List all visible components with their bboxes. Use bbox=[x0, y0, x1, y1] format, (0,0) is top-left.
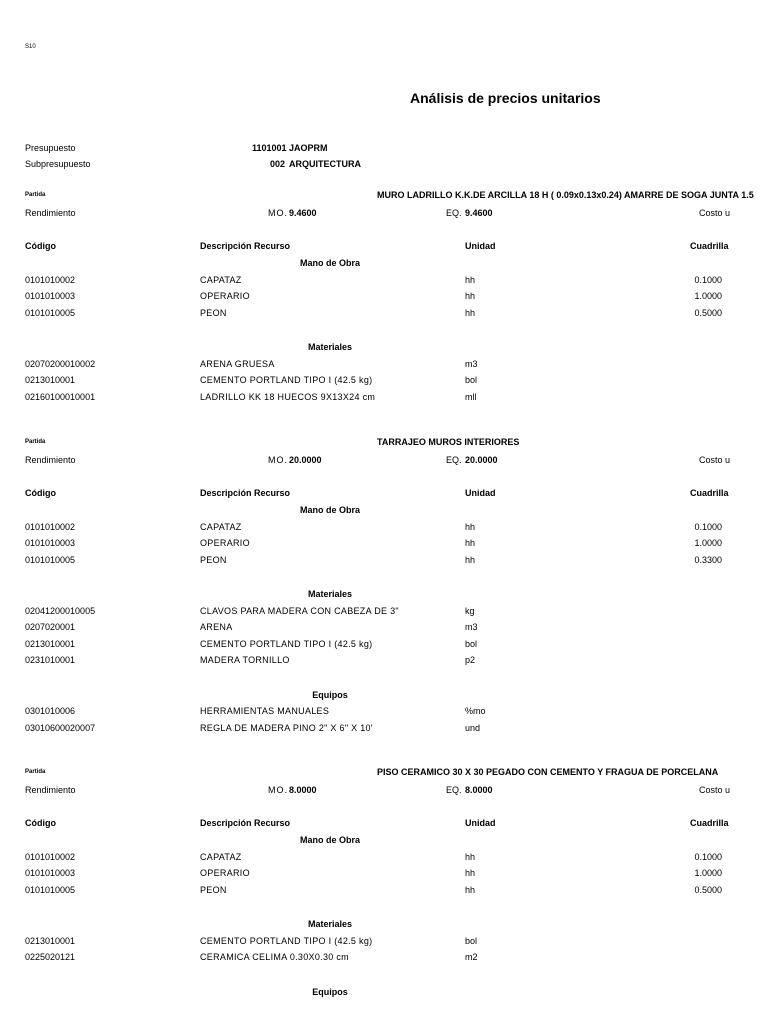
eq-value: 9.4600 bbox=[465, 208, 493, 218]
resource-unit: mll bbox=[465, 391, 477, 402]
group-title: Mano de Obra bbox=[299, 505, 360, 515]
resource-unit: p2 bbox=[465, 655, 476, 665]
resource-code: 0213010001 bbox=[25, 935, 76, 946]
resource-unit: %mo bbox=[465, 706, 486, 716]
presupuesto-label: Presupuesto bbox=[25, 143, 76, 153]
subpresupuesto-name: ARQUITECTURA bbox=[289, 159, 361, 169]
rendimiento-label: Rendimiento bbox=[25, 455, 76, 465]
resource-description: ARENA GRUESA bbox=[200, 358, 275, 369]
resource-code: 0101010003 bbox=[25, 868, 76, 878]
resource-unit: hh bbox=[465, 291, 476, 301]
resource-unit: und bbox=[465, 722, 481, 733]
resource-unit: bol bbox=[465, 638, 478, 649]
resource-code: 0101010002 bbox=[25, 851, 76, 862]
col-codigo: Código bbox=[25, 488, 56, 498]
costo-label: Costo u bbox=[699, 455, 731, 465]
group-title: Mano de Obra bbox=[299, 258, 360, 268]
resource-cuadrilla: 0.1000 bbox=[694, 274, 722, 285]
col-unidad: Unidad bbox=[465, 241, 496, 251]
group-title: Equipos bbox=[312, 986, 348, 997]
resource-description: CAPATAZ bbox=[200, 521, 242, 532]
mo-value: 9.4600 bbox=[289, 208, 317, 218]
resource-code: 0301010006 bbox=[25, 706, 76, 716]
col-descripcion: Descripción Recurso bbox=[200, 488, 291, 498]
resource-code: 0101010005 bbox=[25, 307, 76, 318]
eq-value: 8.0000 bbox=[465, 785, 493, 795]
partida-name: PISO CERAMICO 30 X 30 PEGADO CON CEMENTO Y FRAGUA DE PORCELANA bbox=[377, 767, 719, 777]
eq-label: EQ. bbox=[446, 785, 462, 795]
resource-description: OPERARIO bbox=[200, 538, 250, 548]
presupuesto-code: 1101001 bbox=[252, 143, 287, 153]
subpresupuesto-label: Subpresupuesto bbox=[25, 159, 91, 169]
resource-cuadrilla: 1.0000 bbox=[694, 291, 722, 301]
resource-description: CERAMICA CELIMA 0.30X0.30 cm bbox=[200, 952, 349, 962]
resource-unit: hh bbox=[465, 851, 476, 862]
col-codigo: Código bbox=[25, 818, 56, 828]
resource-code: 0101010003 bbox=[25, 291, 76, 301]
mo-value: 20.0000 bbox=[289, 455, 322, 465]
col-cuadrilla: Cuadrilla bbox=[690, 818, 729, 828]
resource-code: 0213010001 bbox=[25, 375, 76, 385]
resource-unit: m3 bbox=[465, 358, 478, 369]
partida-label: Partida bbox=[25, 439, 46, 445]
resource-code: 0101010002 bbox=[25, 521, 76, 532]
resource-description: LADRILLO KK 18 HUECOS 9X13X24 cm bbox=[200, 391, 376, 402]
resource-unit: m2 bbox=[465, 952, 478, 962]
resource-description: CEMENTO PORTLAND TIPO I (42.5 kg) bbox=[200, 638, 373, 649]
resource-code: 0207020001 bbox=[25, 622, 76, 632]
rendimiento-label: Rendimiento bbox=[25, 785, 76, 795]
col-descripcion: Descripción Recurso bbox=[200, 818, 291, 828]
costo-label: Costo u bbox=[699, 785, 731, 795]
resource-code: 0101010003 bbox=[25, 538, 76, 548]
col-codigo: Código bbox=[25, 241, 56, 251]
group-title: Materiales bbox=[307, 589, 353, 599]
resource-description: OPERARIO bbox=[200, 868, 250, 878]
resource-code: 0101010002 bbox=[25, 274, 76, 285]
mo-label: MO. bbox=[268, 208, 288, 218]
col-cuadrilla: Cuadrilla bbox=[690, 488, 729, 498]
mo-label: MO. bbox=[268, 785, 288, 795]
group-title: Mano de Obra bbox=[299, 835, 360, 845]
mo-label: MO. bbox=[268, 455, 288, 465]
resource-description: PEON bbox=[200, 884, 227, 895]
partida-name: MURO LADRILLO K.K.DE ARCILLA 18 H ( 0.09x0.13x0.24) AMARRE DE SOGA JUNTA 1.5 bbox=[377, 190, 754, 200]
resource-code: 02070200010002 bbox=[25, 358, 96, 369]
resource-unit: hh bbox=[465, 274, 476, 285]
partida-label: Partida bbox=[25, 192, 46, 198]
eq-label: EQ. bbox=[446, 208, 462, 218]
presupuesto-name: JAOPRM bbox=[289, 143, 328, 153]
resource-code: 0225020121 bbox=[25, 952, 76, 962]
resource-unit: hh bbox=[465, 884, 476, 895]
resource-cuadrilla: 0.3300 bbox=[694, 554, 722, 565]
rendimiento-label: Rendimiento bbox=[25, 208, 76, 218]
eq-label: EQ. bbox=[446, 455, 462, 465]
page-title: Análisis de precios unitarios bbox=[410, 90, 601, 106]
group-title: Equipos bbox=[312, 689, 348, 700]
eq-value: 20.0000 bbox=[465, 455, 498, 465]
resource-unit: kg bbox=[465, 605, 475, 616]
costo-label: Costo u bbox=[699, 208, 731, 218]
col-descripcion: Descripción Recurso bbox=[200, 241, 291, 251]
resource-description: REGLA DE MADERA PINO 2" X 6" X 10' bbox=[200, 722, 373, 733]
resource-description: CAPATAZ bbox=[200, 274, 242, 285]
group-title: Materiales bbox=[307, 342, 353, 352]
resource-code: 0101010005 bbox=[25, 554, 76, 565]
resource-description: CLAVOS PARA MADERA CON CABEZA DE 3" bbox=[200, 605, 399, 616]
col-unidad: Unidad bbox=[465, 488, 496, 498]
resource-unit: m3 bbox=[465, 622, 478, 632]
resource-unit: bol bbox=[465, 935, 478, 946]
col-cuadrilla: Cuadrilla bbox=[690, 241, 729, 251]
resource-description: CEMENTO PORTLAND TIPO I (42.5 kg) bbox=[200, 375, 373, 385]
resource-cuadrilla: 1.0000 bbox=[694, 538, 722, 548]
resource-unit: hh bbox=[465, 538, 476, 548]
resource-description: CAPATAZ bbox=[200, 851, 242, 862]
resource-description: CEMENTO PORTLAND TIPO I (42.5 kg) bbox=[200, 935, 373, 946]
resource-description: MADERA TORNILLO bbox=[200, 655, 290, 665]
group-title: Materiales bbox=[307, 919, 353, 929]
mo-value: 8.0000 bbox=[289, 785, 317, 795]
resource-description: PEON bbox=[200, 554, 227, 565]
resource-cuadrilla: 0.5000 bbox=[694, 884, 722, 895]
resource-code: 0231010001 bbox=[25, 655, 76, 665]
resource-cuadrilla: 0.1000 bbox=[694, 521, 722, 532]
resource-cuadrilla: 1.0000 bbox=[694, 868, 722, 878]
subpresupuesto-code: 002 bbox=[270, 159, 286, 169]
resource-code: 03010600020007 bbox=[25, 722, 96, 733]
resource-description: HERRAMIENTAS MANUALES bbox=[200, 706, 330, 716]
report-code: S10 bbox=[25, 44, 36, 50]
resource-unit: hh bbox=[465, 868, 476, 878]
partida-label: Partida bbox=[25, 769, 46, 775]
resource-unit: hh bbox=[465, 307, 476, 318]
resource-unit: bol bbox=[465, 375, 478, 385]
resource-code: 0101010005 bbox=[25, 884, 76, 895]
resource-unit: hh bbox=[465, 554, 476, 565]
col-unidad: Unidad bbox=[465, 818, 496, 828]
resource-code: 02160100010001 bbox=[25, 391, 96, 402]
resource-cuadrilla: 0.1000 bbox=[694, 851, 722, 862]
partida-name: TARRAJEO MUROS INTERIORES bbox=[377, 437, 520, 447]
resource-description: PEON bbox=[200, 307, 227, 318]
resource-cuadrilla: 0.5000 bbox=[694, 307, 722, 318]
resource-code: 02041200010005 bbox=[25, 605, 96, 616]
resource-code: 0213010001 bbox=[25, 638, 76, 649]
resource-unit: hh bbox=[465, 521, 476, 532]
resource-description: OPERARIO bbox=[200, 291, 250, 301]
resource-description: ARENA bbox=[200, 622, 233, 632]
